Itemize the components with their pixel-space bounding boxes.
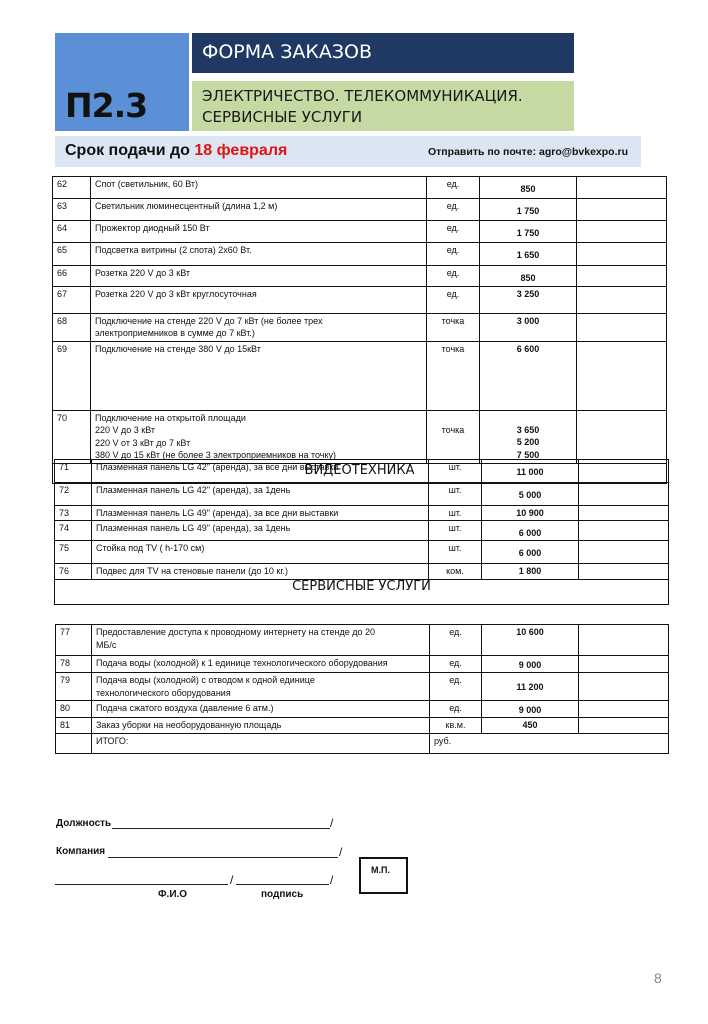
description-line: МБ/с bbox=[96, 639, 117, 650]
item-number: 78 bbox=[56, 656, 92, 673]
table-row bbox=[56, 718, 669, 734]
description-line: Розетка 220 V до 3 кВт bbox=[95, 268, 191, 278]
description-line: Предоставление доступа к проводному интернету на стенде до 20 bbox=[96, 627, 376, 637]
section-code-box bbox=[55, 33, 189, 131]
item-unit: ед. bbox=[427, 199, 480, 221]
description-line: 220 V до 3 кВт bbox=[95, 425, 156, 435]
item-description bbox=[92, 701, 430, 718]
item-price: 9 000 bbox=[482, 656, 579, 673]
item-description: Плазменная панель LG 42" (аренда), за все дни выставки bbox=[92, 460, 429, 483]
item-unit: ед. bbox=[430, 625, 482, 656]
deadline-date: 18 февраля bbox=[194, 142, 288, 159]
item-price bbox=[480, 199, 577, 221]
total-value-cell[interactable]: руб. bbox=[430, 734, 669, 754]
section-header-row bbox=[55, 580, 669, 605]
item-description: Стойка под TV ( h-170 см) bbox=[92, 541, 429, 564]
position-label: Должность bbox=[56, 818, 112, 829]
item-number: 62 bbox=[53, 177, 91, 199]
item-unit: ком. bbox=[429, 564, 482, 580]
position-slash: / bbox=[330, 816, 334, 830]
item-unit: ед. bbox=[430, 701, 482, 718]
item-description bbox=[92, 718, 430, 734]
services-table bbox=[55, 624, 669, 754]
price-line: 1 650 bbox=[516, 250, 540, 260]
item-number: 77 bbox=[56, 625, 92, 656]
section-title-video: ВИДЕОТЕХНИКА bbox=[53, 463, 667, 483]
item-number: 79 bbox=[56, 673, 92, 701]
item-number: 69 bbox=[53, 341, 91, 410]
price-line: 5 200 bbox=[516, 437, 540, 447]
total-empty-cell bbox=[56, 734, 92, 754]
table-row bbox=[53, 243, 667, 266]
table-row bbox=[55, 541, 669, 564]
description-line: Подача воды (холодной) с отводом к одной единице bbox=[96, 675, 315, 685]
item-price bbox=[480, 221, 577, 243]
quantity-cell[interactable] bbox=[577, 177, 667, 199]
item-price: 11 000 bbox=[482, 460, 579, 483]
item-number: 68 bbox=[53, 313, 91, 341]
item-price bbox=[480, 410, 577, 463]
item-unit: кв.м. bbox=[430, 718, 482, 734]
item-number: 73 bbox=[55, 506, 92, 521]
description-line: Светильник люминесцентный (длина 1,2 м) bbox=[95, 201, 278, 211]
description-line: технологического оборудования bbox=[96, 687, 231, 698]
item-description: Плазменная панель LG 49" (аренда), за 1день bbox=[92, 521, 429, 541]
company-input-line[interactable] bbox=[108, 857, 338, 858]
signature-input-line[interactable] bbox=[236, 884, 329, 885]
total-row bbox=[56, 734, 669, 754]
item-number: 80 bbox=[56, 701, 92, 718]
item-description bbox=[91, 221, 427, 243]
item-number: 67 bbox=[53, 286, 91, 313]
quantity-cell[interactable] bbox=[577, 199, 667, 221]
item-number: 65 bbox=[53, 243, 91, 266]
electricity-table bbox=[52, 176, 667, 484]
company-label: Компания bbox=[56, 846, 106, 857]
quantity-cell[interactable] bbox=[579, 483, 669, 506]
quantity-cell[interactable] bbox=[577, 341, 667, 410]
name-sign-slash: / bbox=[230, 873, 234, 887]
description-line: Спот (светильник, 60 Вт) bbox=[95, 179, 199, 189]
full-name-label: Ф.И.О bbox=[158, 889, 188, 900]
price-line: 6 600 bbox=[516, 343, 540, 354]
item-unit: ед. bbox=[430, 673, 482, 701]
deadline-band bbox=[55, 136, 641, 167]
email-instruction: Отправить по почте: agro@bvkexpo.ru bbox=[428, 146, 628, 158]
item-price bbox=[480, 313, 577, 341]
quantity-cell[interactable] bbox=[579, 701, 669, 718]
table-row bbox=[55, 521, 669, 541]
quantity-cell[interactable] bbox=[577, 313, 667, 341]
quantity-cell[interactable] bbox=[579, 673, 669, 701]
item-number: 71 bbox=[55, 460, 92, 483]
section-code: П2.3 bbox=[65, 86, 148, 125]
item-description: Подвес для TV на стеновые панели (до 10 кг.) bbox=[92, 564, 429, 580]
stamp-box bbox=[359, 857, 408, 894]
description-line: Подсветка витрины (2 спота) 2х60 Вт. bbox=[95, 245, 252, 255]
form-title: ФОРМА ЗАКАЗОВ bbox=[202, 41, 373, 63]
table-row bbox=[55, 506, 669, 521]
price-line: 1 750 bbox=[516, 206, 540, 216]
deadline-prefix: Срок подачи до bbox=[65, 142, 195, 159]
quantity-cell[interactable] bbox=[577, 243, 667, 266]
item-description bbox=[91, 243, 427, 266]
item-price bbox=[480, 243, 577, 266]
company-slash: / bbox=[339, 845, 343, 859]
stamp-label: М.П. bbox=[371, 865, 390, 875]
item-unit: шт. bbox=[429, 483, 482, 506]
item-description bbox=[92, 625, 430, 656]
table-row bbox=[53, 286, 667, 313]
table-row bbox=[55, 564, 669, 580]
item-number: 81 bbox=[56, 718, 92, 734]
description-line: Подача сжатого воздуха (давление 6 атм.) bbox=[96, 703, 274, 713]
form-title-bar bbox=[192, 33, 574, 73]
item-number: 76 bbox=[55, 564, 92, 580]
description-line: Подача воды (холодной) к 1 единице технологического оборудования bbox=[96, 658, 388, 668]
item-unit: точка bbox=[427, 313, 480, 341]
item-price: 9 000 bbox=[482, 701, 579, 718]
subtitle-line-2: СЕРВИСНЫЕ УСЛУГИ bbox=[202, 108, 363, 126]
description-line: Подключение на стенде 380 V до 15кВт bbox=[95, 343, 261, 354]
description-line: электроприемников в сумме до 7 кВт.) bbox=[95, 328, 255, 338]
item-price: 6 000 bbox=[482, 521, 579, 541]
table-row bbox=[53, 199, 667, 221]
item-number: 74 bbox=[55, 521, 92, 541]
quantity-cell[interactable] bbox=[579, 718, 669, 734]
item-unit: точка bbox=[427, 341, 480, 410]
deadline-text bbox=[65, 142, 287, 160]
quantity-cell[interactable] bbox=[577, 221, 667, 243]
table-row bbox=[56, 656, 669, 673]
item-description bbox=[92, 673, 430, 701]
item-unit: ед. bbox=[430, 656, 482, 673]
price-line: 3 650 bbox=[516, 424, 540, 435]
description-line: 380 V до 15 кВт (не более 3 электроприемников на точку) bbox=[95, 450, 337, 460]
quantity-cell[interactable] bbox=[577, 410, 667, 463]
quantity-cell[interactable] bbox=[579, 521, 669, 541]
quantity-cell[interactable] bbox=[579, 625, 669, 656]
table-row bbox=[55, 460, 669, 483]
item-unit: ед. bbox=[427, 266, 480, 287]
item-description: Плазменная панель LG 42" (аренда), за 1день bbox=[92, 483, 429, 506]
quantity-cell[interactable] bbox=[577, 266, 667, 287]
signature-label: подпись bbox=[261, 889, 304, 900]
table-row bbox=[53, 341, 667, 410]
item-price bbox=[480, 341, 577, 410]
item-description bbox=[91, 410, 427, 463]
price-line: 3 250 bbox=[516, 288, 540, 299]
item-price bbox=[480, 266, 577, 287]
table-row bbox=[53, 221, 667, 243]
table-row bbox=[56, 701, 669, 718]
item-description: Плазменная панель LG 49" (аренда), за все дни выставки bbox=[92, 506, 429, 521]
item-description bbox=[91, 199, 427, 221]
item-number: 70 bbox=[53, 410, 91, 463]
item-price: 11 200 bbox=[482, 673, 579, 701]
item-unit: ед. bbox=[427, 286, 480, 313]
table-row bbox=[53, 410, 667, 463]
form-subtitle bbox=[202, 86, 523, 128]
table-row bbox=[53, 177, 667, 199]
item-number: 64 bbox=[53, 221, 91, 243]
item-unit: точка bbox=[427, 410, 480, 463]
description-line: Прожектор диодный 150 Вт bbox=[95, 223, 210, 233]
price-line: 850 bbox=[520, 273, 536, 283]
item-unit: шт. bbox=[429, 460, 482, 483]
quantity-cell[interactable] bbox=[579, 541, 669, 564]
item-unit: шт. bbox=[429, 521, 482, 541]
quantity-cell[interactable] bbox=[579, 656, 669, 673]
item-description bbox=[91, 266, 427, 287]
description-line: Заказ уборки на необорудованную площадь bbox=[96, 720, 282, 730]
item-price: 10 600 bbox=[482, 625, 579, 656]
item-number: 63 bbox=[53, 199, 91, 221]
item-unit: ед. bbox=[427, 243, 480, 266]
description-line: 220 V от 3 кВт до 7 кВт bbox=[95, 437, 191, 448]
form-subtitle-bar bbox=[192, 81, 574, 131]
description-line: Розетка 220 V до 3 кВт круглосуточная bbox=[95, 288, 257, 299]
table-row bbox=[55, 483, 669, 506]
item-unit: шт. bbox=[429, 506, 482, 521]
item-unit: шт. bbox=[429, 541, 482, 564]
item-price: 1 800 bbox=[482, 564, 579, 580]
item-description bbox=[91, 341, 427, 410]
table-row bbox=[56, 673, 669, 701]
page-number: 8 bbox=[654, 970, 662, 986]
item-number: 72 bbox=[55, 483, 92, 506]
quantity-cell[interactable] bbox=[579, 460, 669, 483]
item-unit: ед. bbox=[427, 221, 480, 243]
item-number: 75 bbox=[55, 541, 92, 564]
item-price bbox=[480, 177, 577, 199]
table-row bbox=[53, 266, 667, 287]
description-line: Подключение на стенде 220 V до 7 кВт (не более трех bbox=[95, 315, 323, 326]
item-price: 10 900 bbox=[482, 506, 579, 521]
quantity-cell[interactable] bbox=[577, 286, 667, 313]
item-description bbox=[91, 313, 427, 341]
price-line: 1 750 bbox=[516, 228, 540, 238]
item-price: 6 000 bbox=[482, 541, 579, 564]
quantity-cell[interactable] bbox=[579, 506, 669, 521]
item-unit: ед. bbox=[427, 177, 480, 199]
subtitle-line-1: ЭЛЕКТРИЧЕСТВО. ТЕЛЕКОММУНИКАЦИЯ. bbox=[202, 87, 523, 105]
section-title-services: СЕРВИСНЫЕ УСЛУГИ bbox=[55, 580, 669, 605]
table-row bbox=[56, 625, 669, 656]
signature-slash: / bbox=[330, 873, 334, 887]
item-price bbox=[480, 286, 577, 313]
total-label: ИТОГО: bbox=[92, 734, 430, 754]
item-description bbox=[91, 286, 427, 313]
video-table bbox=[54, 459, 669, 605]
quantity-cell[interactable] bbox=[579, 564, 669, 580]
item-description bbox=[91, 177, 427, 199]
item-description bbox=[92, 656, 430, 673]
price-line: 850 bbox=[520, 184, 536, 194]
price-line: 3 000 bbox=[516, 315, 540, 326]
item-price: 450 bbox=[482, 718, 579, 734]
full-name-input-line[interactable] bbox=[55, 884, 228, 885]
price-line: 7 500 bbox=[516, 449, 540, 460]
item-price: 5 000 bbox=[482, 483, 579, 506]
description-line: Подключение на открытой площади bbox=[95, 412, 246, 423]
item-number: 66 bbox=[53, 266, 91, 287]
position-input-line[interactable] bbox=[112, 828, 330, 829]
table-row bbox=[53, 313, 667, 341]
